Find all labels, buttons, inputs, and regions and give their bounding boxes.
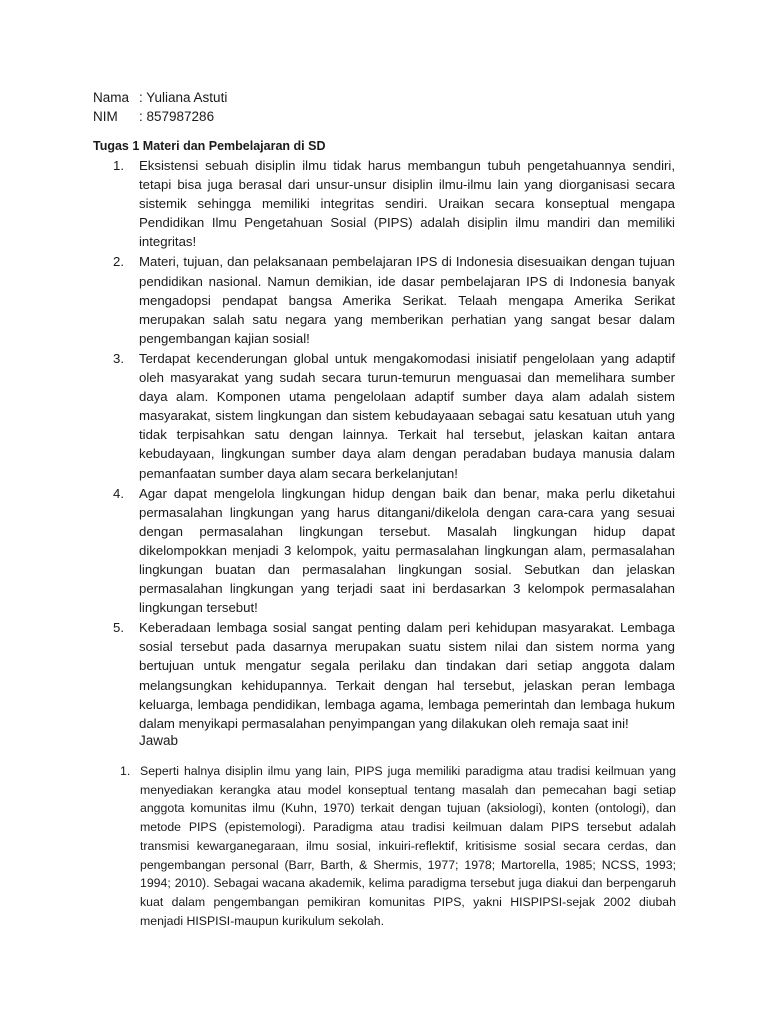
- answer-text: Seperti halnya disiplin ilmu yang lain, PIPS juga memiliki paradigma atau tradisi keilmuan yang menyediakan kerangka atau model konseptual tentang masalah dan pemecahan bagi setiap anggota komunitas ilmu (Kuhn, 1970) terkait dengan tujuan (aksiologi), konten (ontologi), dan metode PIPS (epistemologi). Paradigma atau tradisi keilmuan dalam PIPS tersebut adalah transmisi kewarganegaraan, ilmu sosial, inkuiri-reflektif, kritisisme sosial secara cerdas, dan pengembangan personal (Barr, Barth, & Shermis, 1977; 1978; Martorella, 1985; NCSS, 1993; 1994; 2010). Sebagai wacana akademik, kelima paradigma tersebut juga diakui dan berpengaruh kuat dalam pengembangan pemikiran komunitas PIPS, yakni HISPIPSI-sejak 2002 diubah menjadi HISPISI-maupun kurikulum sekolah.: [140, 764, 676, 928]
- question-list: [113, 156, 675, 734]
- question-number: 2.: [113, 254, 124, 270]
- answer-number: 1.: [120, 764, 131, 778]
- question-number: 3.: [113, 350, 124, 366]
- nim-row: [93, 107, 214, 126]
- question-number: 1.: [113, 158, 124, 173]
- answer-list: [120, 762, 676, 930]
- question-item: [113, 156, 675, 251]
- name-row: [93, 88, 227, 107]
- question-item: [113, 349, 675, 483]
- nim-value: : 857987286: [139, 109, 215, 124]
- question-text: Terdapat kecenderungan global untuk mengakomodasi inisiatif pengelolaan yang adaptif oleh masyarakat yang sudah secara turun-temurun menguasai dan memelihara sumber daya alam. Komponen utama pengelolaan adaptif sumber daya alam adalah sistem masyarakat, sistem lingkungan dan sistem kebudayaaan sebagai satu kesatuan utuh yang tidak terpisahkan satu dengan lainnya. Terkait hal tersebut, jelaskan kaitan antara kebudayaan, lingkungan sumber daya alam dengan peradaban budaya manusia dalam pemanfaatan sumber daya alam secara berkelanjutan!: [139, 350, 675, 481]
- question-number: 5.: [113, 620, 124, 636]
- question-number: 4.: [113, 485, 124, 501]
- assignment-title: Tugas 1 Materi dan Pembelajaran di SD: [93, 139, 326, 153]
- question-item: [113, 618, 675, 733]
- question-text: Eksistensi sebuah disiplin ilmu tidak harus membangun tubuh pengetahuannya sendiri, tetapi bisa juga berasal dari unsur-unsur disiplin ilmu-ilmu lain yang diorganisasi secara sistemik sehingga memiliki integritas sendiri. Uraikan secara konseptual mengapa Pendidikan Ilmu Pengetahuan Sosial (PIPS) adalah disiplin ilmu mandiri dan memiliki integritas!: [139, 158, 675, 250]
- question-item: [113, 252, 675, 347]
- name-label: Nama: [93, 90, 130, 105]
- nim-label: NIM: [93, 109, 118, 124]
- answer-item: [120, 762, 676, 930]
- question-text: Agar dapat mengelola lingkungan hidup dengan baik dan benar, maka perlu diketahui permasalahan lingkungan yang harus ditangani/dikelola dengan cara-cara yang sesuai dengan permasalahan lingkungan tersebut. Masalah lingkungan hidup dapat dikelompokkan menjadi 3 kelompok, yaitu permasalahan lingkungan alam, permasalahan lingkungan buatan dan permasalahan lingkungan sosial. Sebutkan dan jelaskan permasalahan lingkungan yang terjadi saat ini berdasarkan 3 kelompok permasalahan lingkungan tersebut!: [139, 485, 675, 616]
- answer-heading: Jawab: [139, 733, 179, 748]
- question-item: [113, 484, 675, 618]
- question-text: Materi, tujuan, dan pelaksanaan pembelajaran IPS di Indonesia disesuaikan dengan tujuan pendidikan nasional. Namun demikian, ide dasar pembelajaran IPS di Indonesia banyak mengadopsi pendapat bangsa Amerika Serikat. Telaah mengapa Amerika Serikat merupakan salah satu negara yang memberikan perhatian yang sangat besar dalam pengembangan kajian sosial!: [139, 254, 675, 346]
- question-text: Keberadaan lembaga sosial sangat penting dalam peri kehidupan masyarakat. Lembaga sosial tersebut pada dasarnya merupakan suatu sistem nilai dan sistem norma yang bertujuan untuk mengatur segala perilaku dan tindakan dari setiap anggota dalam melangsungkan kehidupannya. Terkait dengan hal tersebut, jelaskan peran lembaga keluarga, lembaga pendidikan, lembaga agama, lembaga pemerintah dan lembaga hukum dalam menyikapi permasalahan penyimpangan yang dilakukan oleh remaja saat ini!: [139, 620, 675, 731]
- name-value: : Yuliana Astuti: [139, 90, 228, 105]
